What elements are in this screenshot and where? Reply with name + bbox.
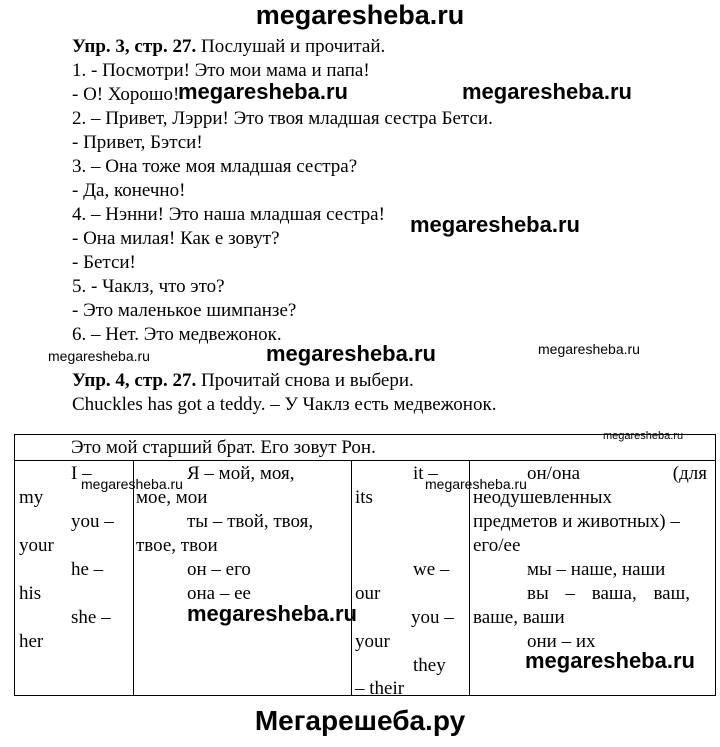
watermark-line2: megaresheba.ru — [178, 79, 348, 104]
watermark-table-tiny: megaresheba.ru — [603, 430, 684, 442]
watermark-line7: megaresheba.ru — [410, 212, 580, 237]
table-cell: он/она (для — [527, 463, 708, 484]
exercise3-heading-bold: Упр. 3, стр. 27. — [72, 36, 197, 57]
table-cell: мое, мои — [136, 487, 208, 508]
table-cell: ты – твой, твоя, — [187, 511, 314, 532]
watermark-mid-big: megaresheba.ru — [266, 341, 436, 366]
table-cell: she – — [71, 607, 111, 628]
table-cell: неодушевленных — [473, 487, 613, 508]
exercise4-heading-bold: Упр. 4, стр. 27. — [72, 370, 197, 391]
pronoun-table — [14, 430, 716, 699]
table-cell: I – — [71, 463, 92, 484]
watermark-table-small-right: megaresheba.ru — [425, 476, 527, 492]
watermark-table-small: megaresheba.ru — [81, 476, 183, 492]
column-divider — [133, 461, 134, 695]
exercise3-heading-rest: Послушай и прочитай. — [196, 36, 386, 57]
table-cell: my — [19, 487, 44, 508]
table-cell: твое, твои — [136, 535, 218, 556]
dialogue-line: - Бетси! — [72, 252, 136, 273]
watermark-top: megaresheba.ru — [255, 0, 465, 30]
table-cell: they — [413, 655, 446, 676]
dialogue-line: - Да, конечно! — [72, 180, 186, 201]
table-cell: his — [19, 583, 42, 604]
table-cell: your — [19, 535, 54, 556]
watermark-table-big-right: megaresheba.ru — [525, 648, 695, 673]
table-cell: you – — [411, 607, 454, 628]
table-cell: он – его — [187, 559, 251, 580]
column-divider — [351, 461, 352, 695]
dialogue-line: - Привет, Бэтси! — [72, 132, 203, 153]
column-divider — [469, 461, 470, 695]
table-cell: your — [355, 631, 390, 652]
dialogue-line: 3. – Она тоже моя младшая сестра? — [72, 156, 358, 177]
exercise4-heading-rest: Прочитай снова и выбери. — [196, 370, 414, 391]
table-cell: it – — [413, 463, 438, 484]
table-cell: мы – наше, наши — [527, 559, 666, 580]
table-cell: its — [355, 487, 373, 508]
dialogue-line: - О! Хорошо! — [72, 84, 180, 105]
table-cell: our — [355, 583, 381, 604]
table-cell: we – — [413, 559, 450, 580]
dialogue-line: 5. - Чаклз, что это? — [72, 276, 225, 297]
table-cell: она – ее — [187, 583, 251, 604]
watermark-mid-small-left: megaresheba.ru — [48, 348, 150, 364]
watermark-line2-right: megaresheba.ru — [462, 79, 632, 104]
table-cell: вы – ваша, ваш, — [527, 583, 690, 604]
exercise4-answer: Chuckles has got a teddy. – У Чаклз есть медвежонок. — [72, 394, 497, 415]
table-cell: они – их — [527, 631, 596, 652]
dialogue-line: - Это маленькое шимпанзе? — [72, 300, 297, 321]
exercise4-heading — [72, 369, 414, 393]
table-cell: – their — [355, 678, 405, 699]
table-cell: ваше, ваши — [473, 607, 565, 628]
table-cell: he – — [71, 559, 104, 580]
watermark-bottom: Мегарешеба.ру — [254, 705, 466, 736]
watermark-table-big-left: megaresheba.ru — [187, 601, 357, 626]
table-cell: его/ее — [473, 535, 521, 556]
dialogue-line: 4. – Нэнни! Это наша младшая сестра! — [72, 204, 385, 225]
dialogue-line: 1. - Посмотри! Это мои мама и папа! — [72, 60, 370, 81]
table-cell: предметов и животных) – — [473, 511, 680, 532]
dialogue-line: - Она милая! Как е зовут? — [72, 228, 280, 249]
table-cell: Я – мой, моя, — [187, 463, 295, 484]
table-cell: you – — [71, 511, 114, 532]
table-cell: her — [19, 631, 44, 652]
table-header: Это мой старший брат. Его зовут Рон. — [71, 437, 376, 458]
exercise3-heading — [72, 35, 385, 59]
watermark-mid-small-right: megaresheba.ru — [538, 341, 640, 357]
dialogue-line: 6. – Нет. Это медвежонок. — [72, 324, 282, 345]
dialogue-line: 2. – Привет, Лэрри! Это твоя младшая сестра Бетси. — [72, 108, 493, 129]
